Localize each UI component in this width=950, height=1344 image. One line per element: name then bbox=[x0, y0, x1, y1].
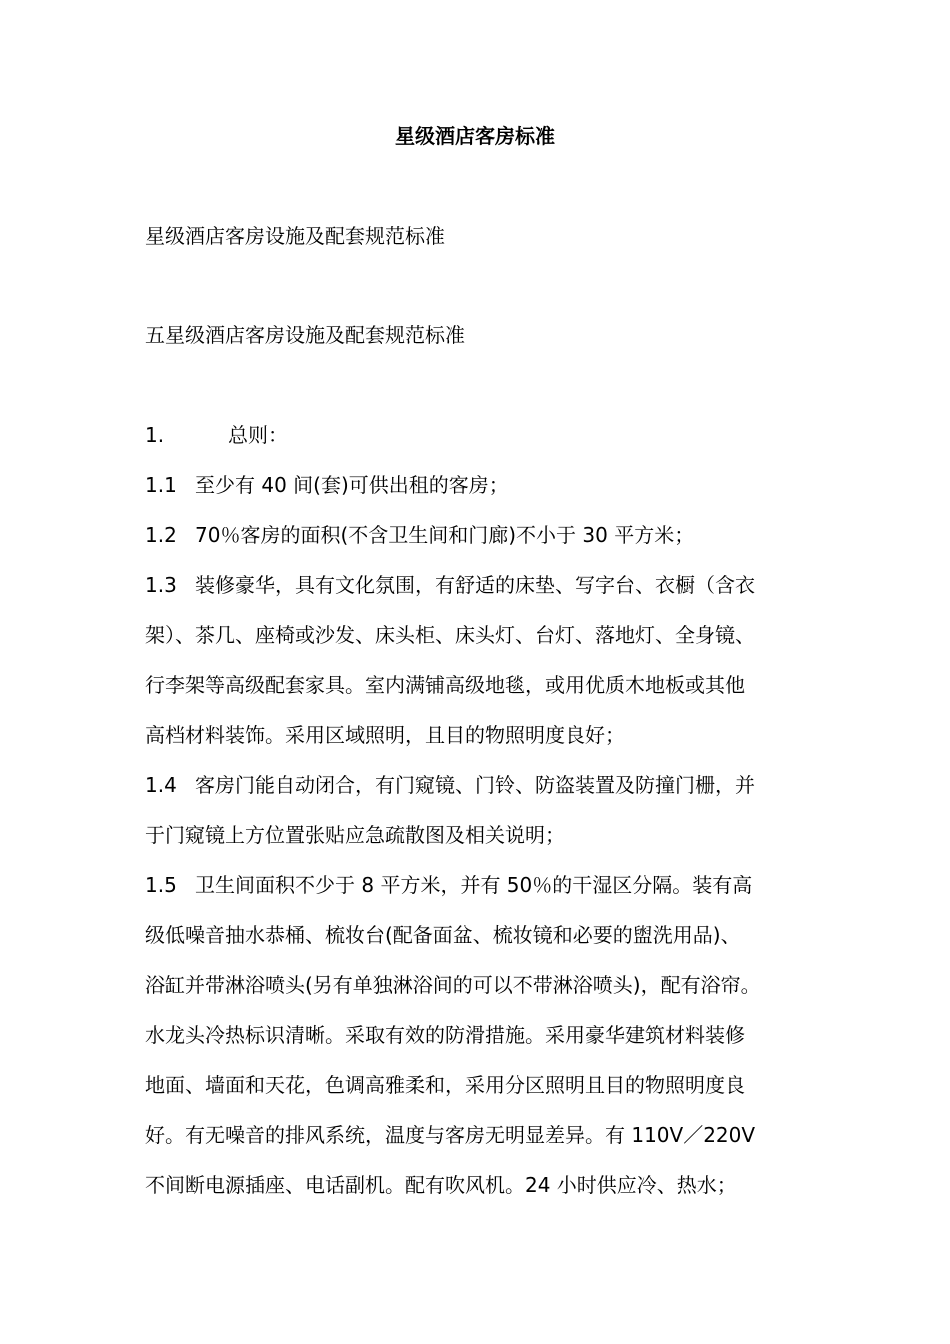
clause-text-line: 不间断电源插座、电话副机。配有吹风机。24 小时供应冷、热水； bbox=[145, 1173, 737, 1197]
clause-1-2 bbox=[145, 520, 820, 550]
heading-facilities-standard: 星级酒店客房设施及配套规范标准 bbox=[145, 224, 445, 248]
clause-1-5 bbox=[145, 870, 820, 900]
clause-text-line: 架）、茶几、座椅或沙发、床头柜、床头灯、台灯、落地灯、全身镜、 bbox=[145, 623, 755, 647]
clause-text-line: 好。有无噪音的排风系统，温度与客房无明显差异。有 110V／220V bbox=[145, 1123, 756, 1147]
clause-text-line: 于门窥镜上方位置张贴应急疏散图及相关说明； bbox=[145, 823, 565, 847]
document-title: 星级酒店客房标准 bbox=[395, 124, 555, 148]
clause-text-line: 卫生间面积不少于 8 平方米，并有 50％的干湿区分隔。装有高 bbox=[195, 873, 753, 897]
section-general-rules bbox=[145, 420, 820, 450]
clause-text-line: 高档材料装饰。采用区域照明，且目的物照明度良好； bbox=[145, 723, 625, 747]
clause-text-line: 地面、墙面和天花，色调高雅柔和，采用分区照明且目的物照明度良 bbox=[145, 1073, 745, 1097]
clause-number: 1.3 bbox=[145, 573, 177, 597]
clause-text-line: 装修豪华，具有文化氛围，有舒适的床垫、写字台、衣橱（含衣 bbox=[195, 573, 755, 597]
clause-text-line: 水龙头冷热标识清晰。采取有效的防滑措施。采用豪华建筑材料装修 bbox=[145, 1023, 745, 1047]
clause-text-line: 70％客房的面积(不含卫生间和门廊)不小于 30 平方米； bbox=[195, 523, 695, 547]
clause-text-line: 客房门能自动闭合，有门窥镜、门铃、防盗装置及防撞门栅，并 bbox=[195, 773, 755, 797]
clause-1-4 bbox=[145, 770, 820, 800]
clause-1-3 bbox=[145, 570, 820, 600]
heading-five-star-standard: 五星级酒店客房设施及配套规范标准 bbox=[145, 323, 465, 347]
clause-number: 1.5 bbox=[145, 873, 177, 897]
clause-1-1 bbox=[145, 470, 820, 500]
section-number: 1. bbox=[145, 423, 165, 447]
clause-text-line: 级低噪音抽水恭桶、梳妆台(配备面盆、梳妆镜和必要的盥洗用品)、 bbox=[145, 923, 741, 947]
clause-number: 1.2 bbox=[145, 523, 177, 547]
clause-text-line: 至少有 40 间(套)可供出租的客房； bbox=[195, 473, 509, 497]
clause-number: 1.4 bbox=[145, 773, 177, 797]
section-label: 总则： bbox=[228, 423, 288, 447]
clause-text-line: 行李架等高级配套家具。室内满铺高级地毯，或用优质木地板或其他 bbox=[145, 673, 745, 697]
clause-number: 1.1 bbox=[145, 473, 177, 497]
clause-text-line: 浴缸并带淋浴喷头(另有单独淋浴间的可以不带淋浴喷头)，配有浴帘。 bbox=[145, 973, 761, 997]
